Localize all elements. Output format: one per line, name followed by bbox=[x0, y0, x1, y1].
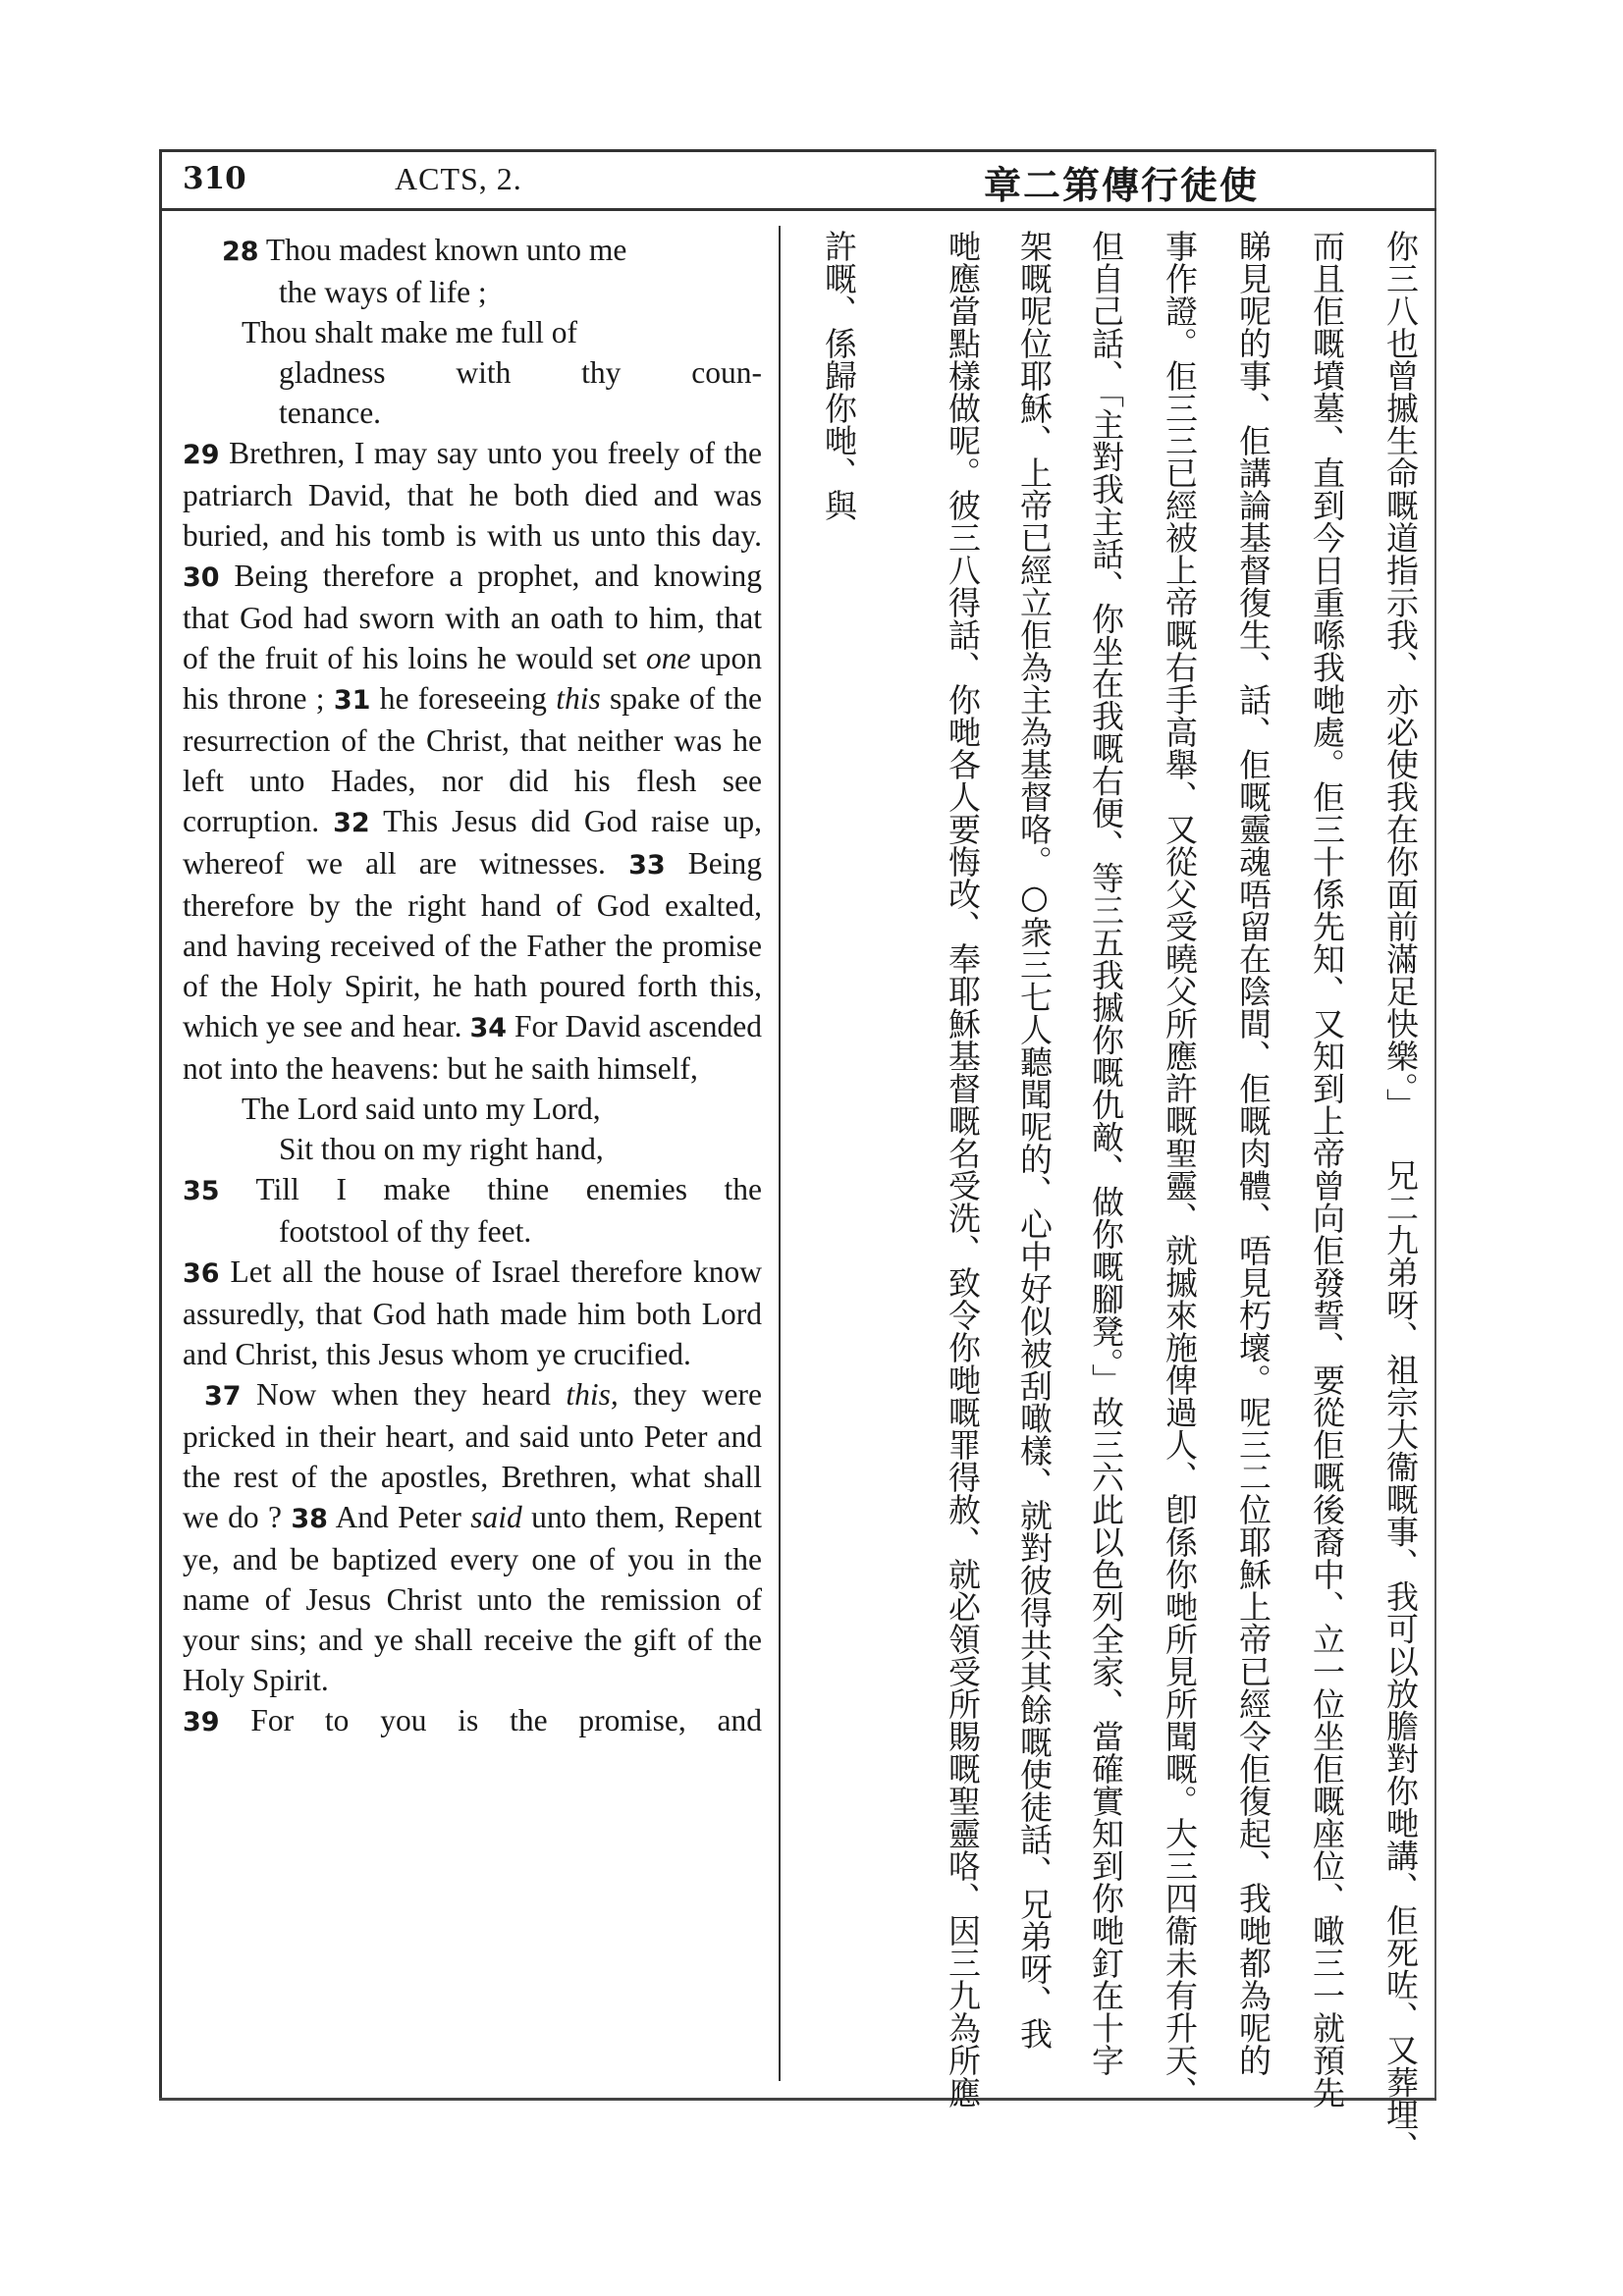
verse-number: 30 bbox=[183, 562, 220, 593]
verse-37: 37 Now when they heard this, they were pricked in their heart, and said unto Peter and the rest of the apostles, Brethren, what shall we do ? 38 And Peter said unto them, Repent ye, and be baptized every one of you in the name of Jesus Christ unto the remission of your sins; and ye shall receive the gift of the Holy Spirit. bbox=[183, 1377, 763, 1697]
verse-34-quote-line-2: Sit thou on my right hand, bbox=[279, 1132, 604, 1166]
frame-top-rule bbox=[159, 149, 1436, 152]
verse-34-quote-line-1: The Lord said unto my Lord, bbox=[242, 1092, 601, 1126]
verse-36: 36 Let all the house of Israel therefore know assuredly, that God hath made him both Lord and Christ, this Jesus whom ye crucified. bbox=[183, 1255, 762, 1371]
frame-bottom-rule bbox=[159, 2098, 1436, 2101]
verse-number: 38 bbox=[291, 1504, 328, 1534]
running-head-english: ACTS, 2. bbox=[395, 161, 522, 196]
verse-29: 29 Brethren, I may say unto you freely of the patriarch David, that he both died and was buried, and his tomb is with us unto this day. 30 Being therefore a prophet, and knowing that God had sworn with an oath to him, that of the fruit of his loins he would set one upon his throne ; 31 he foreseeing this spake of the resurrection of the Christ, that neither was he left unto Hades, nor did his flesh see corruption. 32 This Jesus did God raise up, whereof we all are witnesses. 33 Being therefore by the right hand of God exalted, and having received of the Father the promise of the Holy Spirit, he hath poured forth this, which ye see and hear. 34 For David ascended not into the heavens: but he saith himself, bbox=[183, 436, 763, 1086]
chinese-column-6: 架嘅呢位耶穌、上帝已經立佢為主為基督咯。○衆三七人聽聞呢的、心中好似被刮噉樣、就對彼得共其餘嘅使徒話、兄弟呀、我 bbox=[1015, 230, 1054, 2050]
column-divider bbox=[779, 226, 781, 2081]
running-head-chinese: 章二第傳行徒使 bbox=[984, 163, 1260, 207]
verse-35-line-2: footstool of thy feet. bbox=[279, 1214, 532, 1249]
verse-number: 37 bbox=[204, 1381, 242, 1412]
english-text-column bbox=[183, 230, 762, 1742]
verse-number: 34 bbox=[469, 1013, 508, 1043]
verse-28-line-4: gladness with thy coun- bbox=[279, 355, 762, 390]
chinese-column-5: 但自己話、「主對我主話、你坐在我嘅右便、等三五我摵你嘅仇敵、做你嘅腳凳。」故三六此以色列全家、當確實知到你哋釘在十字 bbox=[1087, 230, 1125, 2076]
verse-number: 28 bbox=[222, 237, 259, 267]
verse-number: 32 bbox=[333, 808, 370, 838]
frame-left-rule bbox=[159, 149, 162, 2101]
verse-number: 31 bbox=[333, 685, 371, 716]
verse-number: 36 bbox=[183, 1258, 220, 1289]
verse-28-line-2: the ways of life ; bbox=[279, 275, 487, 309]
chinese-column-1: 你三八也曾摵生命嘅道指示我、亦必使我在你面前滿足快樂。」 兄二九弟呀、祖宗大衞嘅事、我可以放膽對你哋講、佢死咗、又葬埋、 bbox=[1381, 230, 1420, 2163]
verse-39: 39 For to you is the promise, and bbox=[183, 1703, 762, 1737]
page-frame bbox=[159, 149, 1436, 2163]
chinese-column-3: 睇見呢的事、佢講論基督復生、話、佢嘅靈魂唔留在陰間、佢嘅肉體、唔見朽壞。呢三二位耶穌上帝已經令佢復起、我哋都為呢的 bbox=[1234, 230, 1272, 2076]
chinese-column-7: 哋應當點樣做呢。彼三八得話、你哋各人要悔改、奉耶穌基督嘅名受洗、致令你哋嘅罪得赦、就必領受所賜嘅聖靈咯、因三九為所應 bbox=[944, 230, 982, 2109]
verse-35: 35 Till I make thine enemies the bbox=[183, 1172, 762, 1206]
verse-number: 29 bbox=[183, 440, 220, 470]
verse-28-line-3: Thou shalt make me full of bbox=[242, 315, 578, 349]
chinese-text-column bbox=[807, 230, 1426, 2163]
page-number: 310 bbox=[183, 161, 246, 196]
chinese-column-2: 而且佢嘅墳墓、直到今日重喺我哋處。佢三十係先知、又知到上帝曾向佢發誓、要從佢嘅後裔中、立一位坐佢嘅座位、噉三一就預先 bbox=[1308, 230, 1346, 2109]
frame-right-rule bbox=[1434, 149, 1436, 2101]
chinese-column-4: 事作證。佢三三已經被上帝嘅右手高舉、又從父受曉父所應許嘅聖靈、就摵來施俾過人、卽係你哋所見所聞嘅。大三四衞未有升天、 bbox=[1161, 230, 1199, 2109]
verse-number: 33 bbox=[628, 850, 666, 881]
chinese-column-8: 許嘅、係歸你哋、與 bbox=[820, 230, 858, 521]
verse-number: 35 bbox=[183, 1176, 220, 1206]
verse-number: 39 bbox=[183, 1707, 220, 1737]
verse-28-line-1: 28 Thou madest known unto me bbox=[222, 233, 627, 267]
verse-28-line-5: tenance. bbox=[279, 396, 382, 430]
